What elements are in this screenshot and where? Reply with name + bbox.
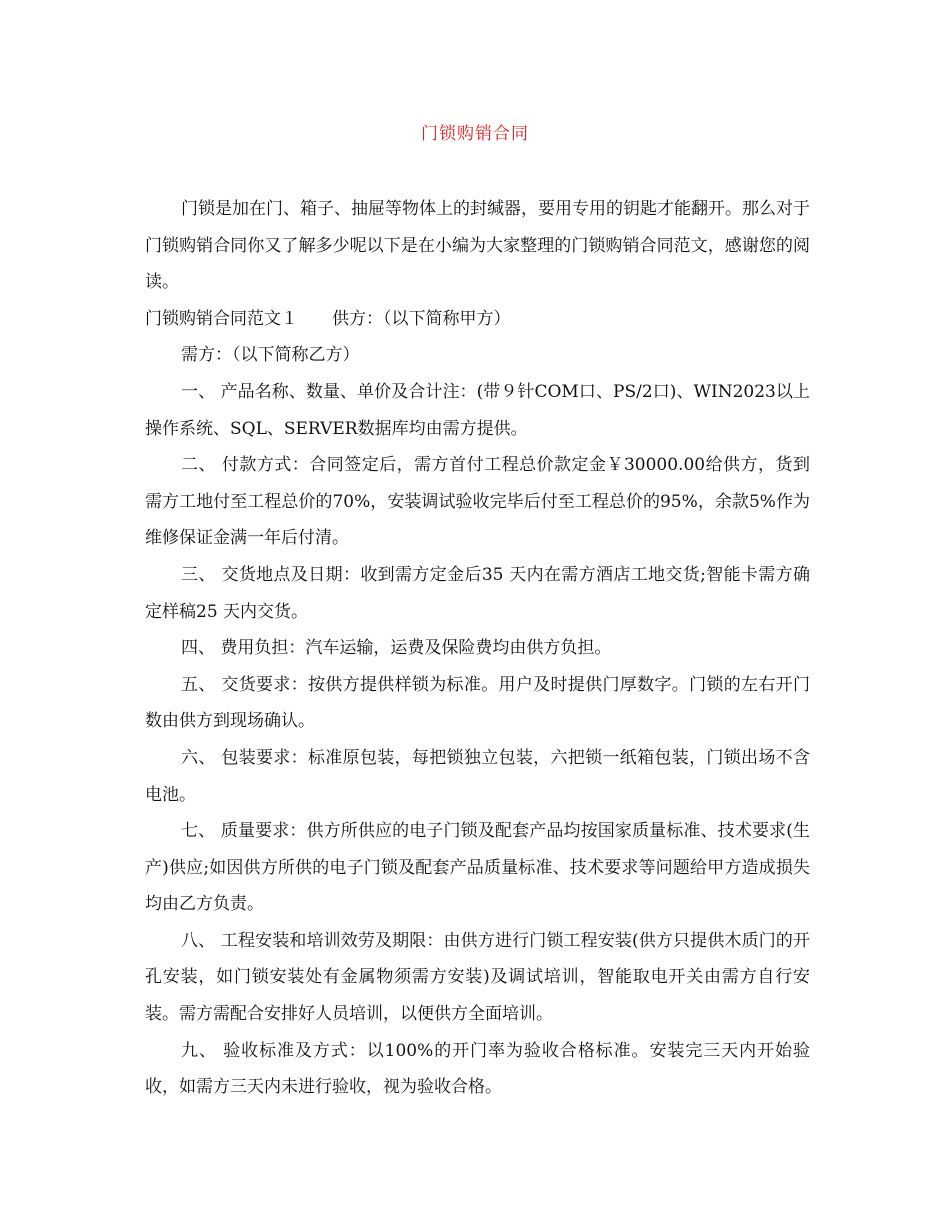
buyer-line: 需方：（以下简称乙方） bbox=[181, 345, 360, 366]
clause-1: 一、 产品名称、数量、单价及合计注：(带９针COM口、PS/2口)、WIN2023以上操作系统、SQL、SERVER数据库均由需方提供。 bbox=[145, 381, 810, 439]
clause-8: 八、 工程安装和培训效劳及期限：由供方进行门锁工程安装(供方只提供木质门的开孔安装，如门锁安装处有金属物须需方安装)及调试培训，智能取电开关由需方自行安装。需方需配合安排好人员培训，以便供方全面培训。 bbox=[145, 930, 810, 1025]
document-title: 门锁购销合同 bbox=[421, 124, 529, 144]
clause-6: 六、 包装要求：标准原包装，每把锁独立包装，六把锁一纸箱包装，门锁出场不含电池。 bbox=[145, 747, 810, 805]
clause-4: 四、 费用负担：汽车运输，运费及保险费均由供方负担。 bbox=[181, 638, 612, 659]
section-heading-line bbox=[145, 301, 810, 338]
clause-7: 七、 质量要求：供方所供应的电子门锁及配套产品均按国家质量标准、技术要求(生产)供应;如因供方所供的电子门锁及配套产品质量标准、技术要求等问题给甲方造成损失均由乙方负责。 bbox=[145, 821, 810, 915]
clause-5: 五、 交货要求：按供方提供样锁为标准。用户及时提供门厚数字。门锁的左右开门数由供方到现场确认。 bbox=[145, 674, 810, 732]
intro-paragraph: 门锁是加在门、箱子、抽屉等物体上的封缄器，要用专用的钥匙才能翻开。那么对于门锁购销合同你又了解多少呢以下是在小编为大家整理的门锁购销合同范文，感谢您的阅读。 bbox=[145, 199, 810, 293]
clause-3: 三、 交货地点及日期：收到需方定金后35 天内在需方酒店工地交货;智能卡需方确定样稿25 天内交货。 bbox=[145, 564, 810, 622]
clause-2: 二、 付款方式：合同签定后，需方首付工程总价款定金￥30000.00给供方，货到需方工地付至工程总价的70%，安装调试验收完毕后付至工程总价的95%，余款5%作为维修保证金满一年后付清。 bbox=[145, 455, 810, 549]
section-heading: 门锁购销合同范文１ bbox=[145, 308, 298, 329]
document-body bbox=[145, 191, 810, 1106]
supplier-line: 供方：（以下简称甲方） bbox=[332, 308, 511, 329]
clause-9: 九、 验收标准及方式：以100%的开门率为验收合格标准。安装完三天内开始验收，如需方三天内未进行验收，视为验收合格。 bbox=[145, 1040, 810, 1098]
